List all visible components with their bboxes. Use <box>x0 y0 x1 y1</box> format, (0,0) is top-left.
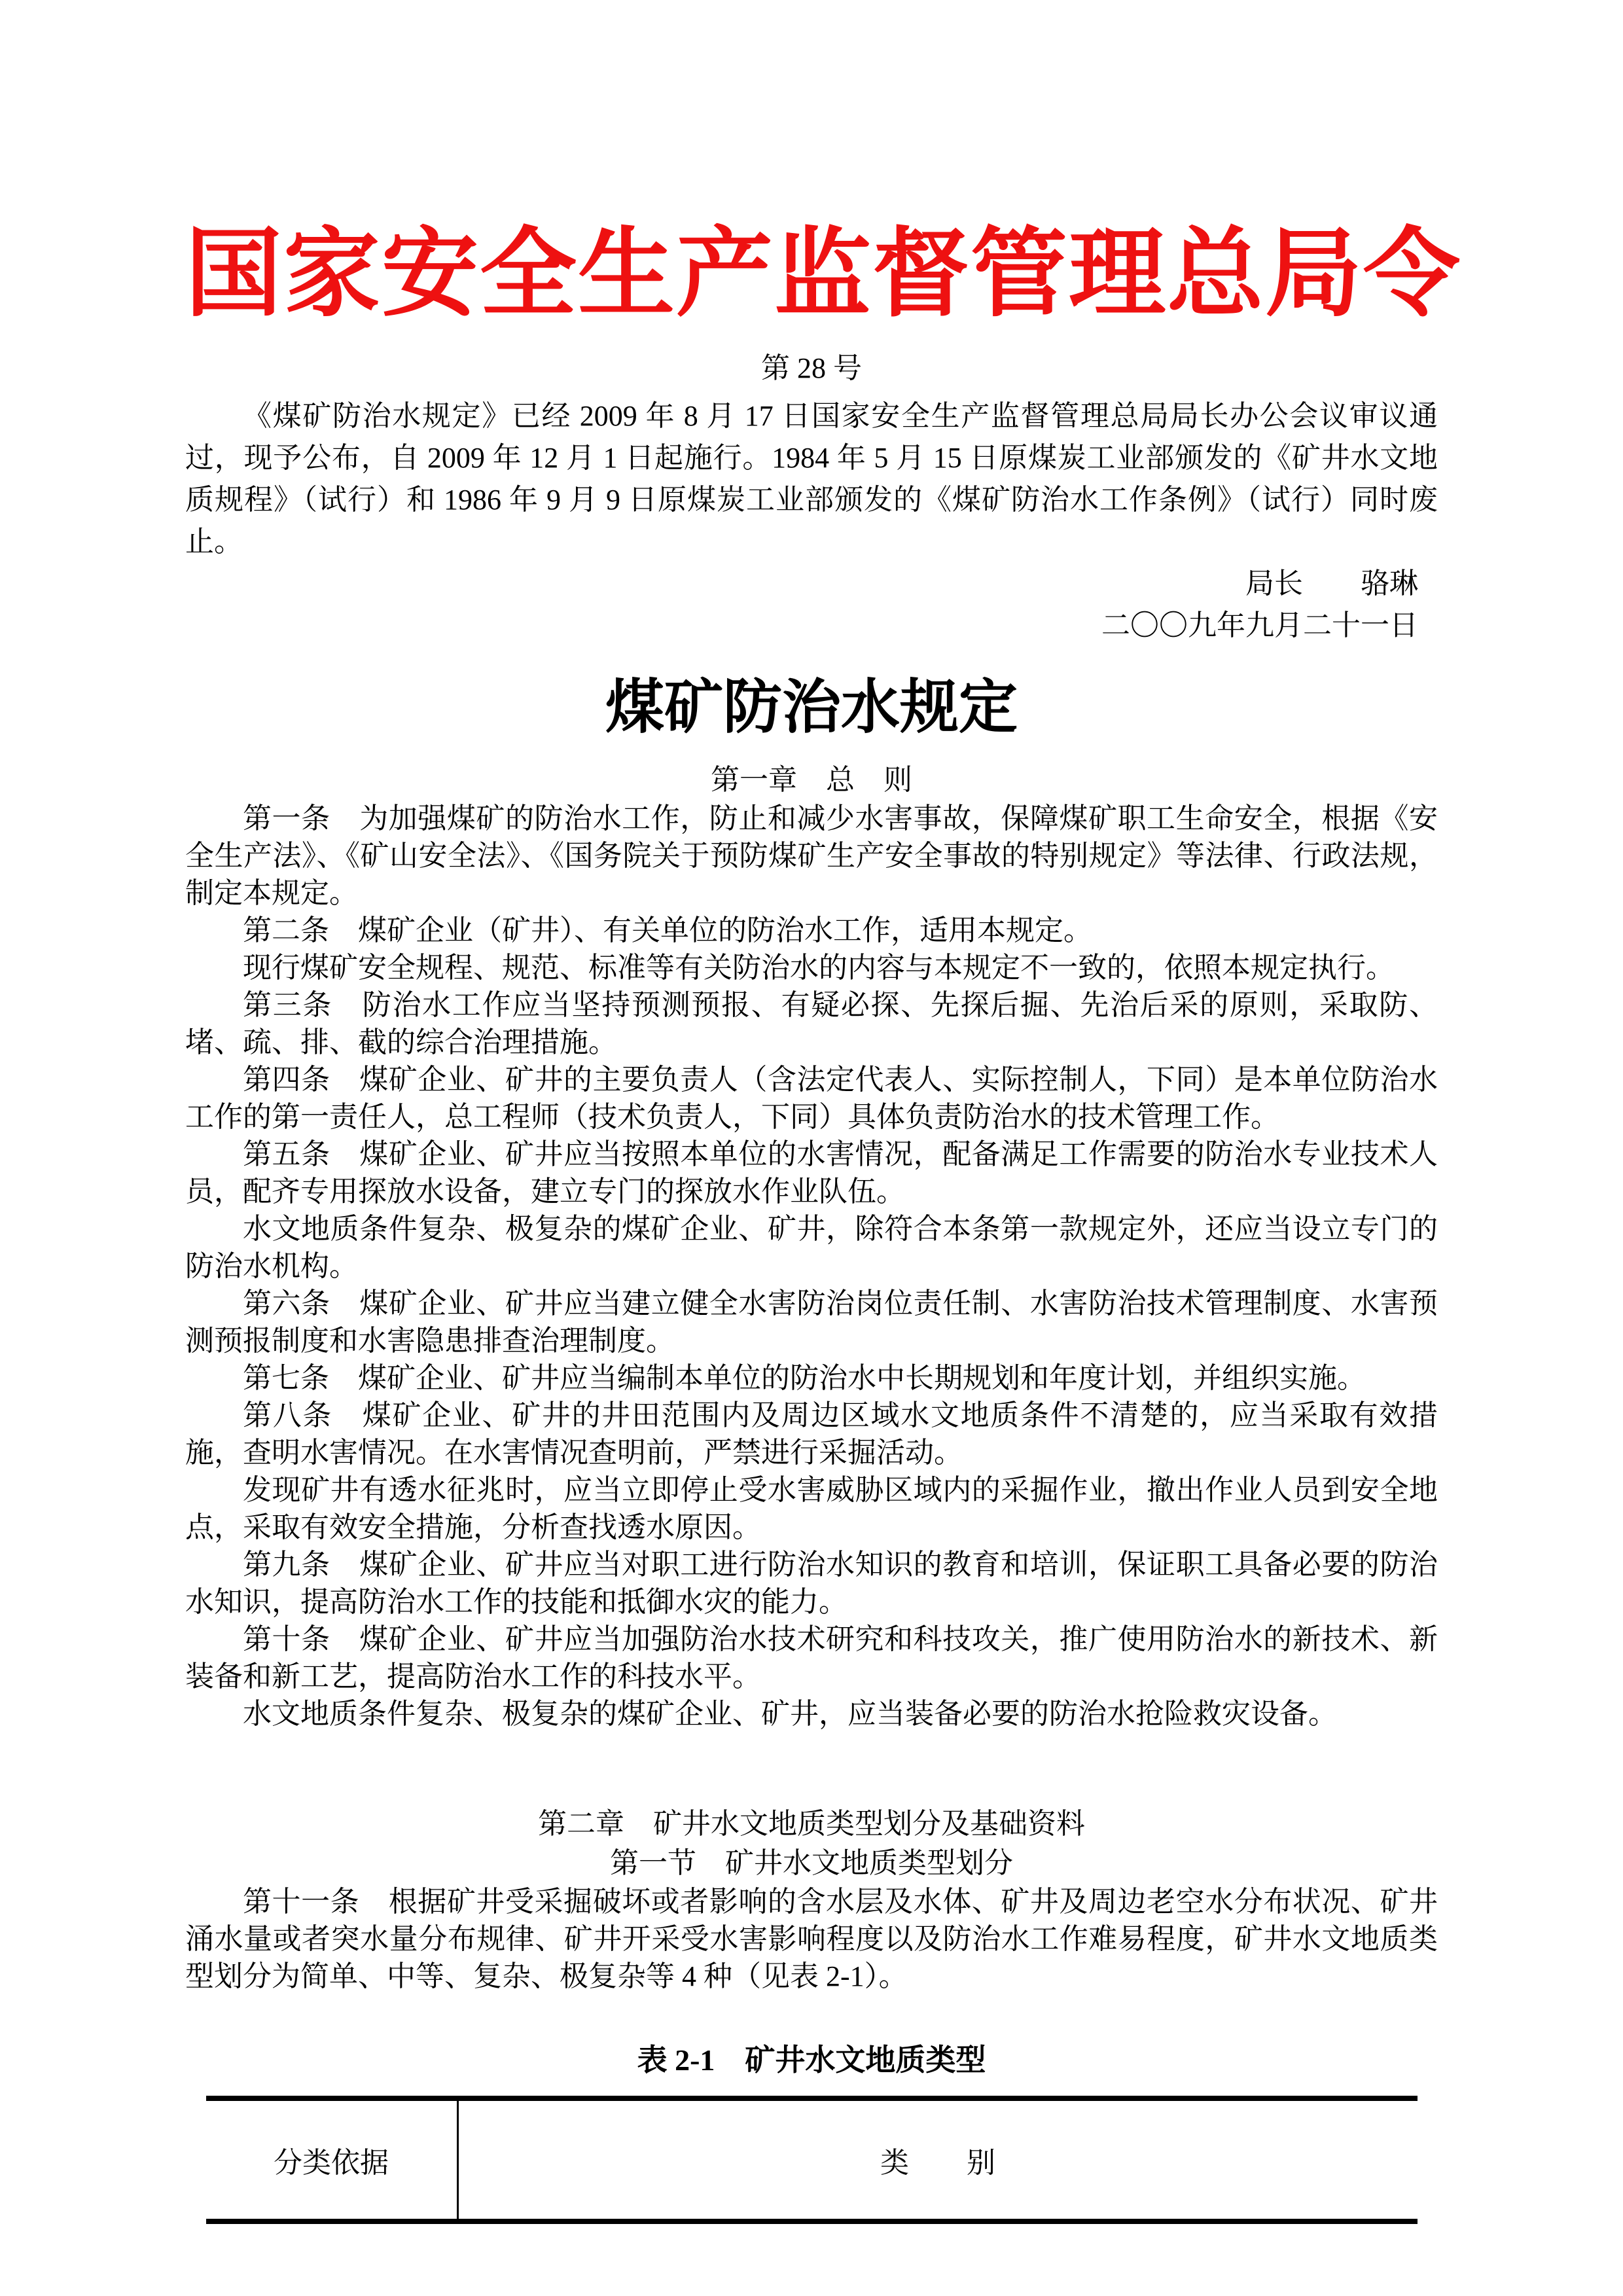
article-7-paragraph: 第七条 煤矿企业、矿井应当编制本单位的防治水中长期规划和年度计划，并组织实施。 <box>243 1362 1366 1395</box>
sign-date: 二〇〇九年九月二十一日 <box>1101 609 1418 642</box>
table-header-classification-basis: 分类依据 <box>206 2098 458 2221</box>
chapter-1-heading: 第一章 总 则 <box>711 764 912 797</box>
article-6-paragraph: 第六条 煤矿企业、矿井应当建立健全水害防治岗位责任制、水害防治技术管理制度、水害预测预报制度和水害隐患排查治理制度。 <box>185 1287 1438 1357</box>
preamble-paragraph: 《煤矿防治水规定》已经 2009 年 8 月 17 日国家安全生产监督管理总局局长办公会议审议通过，现予公布，自 2009 年 12 月 1 日起施行。1984 年 5 月 15 日原煤炭工业部颁发的《矿井水文地质规程》（试行）和 1986 年 9 月 9 日原煤炭工业部颁发的《煤矿防治水工作条例》（试行）同时废止。 <box>185 400 1438 558</box>
article-10-paragraph: 第十条 煤矿企业、矿井应当加强防治水技术研究和科技攻关，推广使用防治水的新技术、新装备和新工艺，提高防治水工作的科技水平。 <box>185 1623 1438 1693</box>
masthead-title: 国家安全生产监督管理总局令 <box>185 221 1461 329</box>
article-9-paragraph: 第九条 煤矿企业、矿井应当对职工进行防治水知识的教育和培训，保证职工具备必要的防治水知识，提高防治水工作的技能和抵御水灾的能力。 <box>185 1549 1438 1619</box>
article-8-paragraph-2: 发现矿井有透水征兆时，应当立即停止受水害威胁区域内的采掘作业，撤出作业人员到安全地点，采取有效安全措施，分析查找透水原因。 <box>185 1474 1438 1544</box>
table-2-1-caption: 表 2-1 矿井水文地质类型 <box>637 2043 986 2077</box>
issue-number: 第 28 号 <box>761 352 862 385</box>
chapter-1 <box>185 761 1438 1732</box>
chapter-2-section-1-heading: 第一节 矿井水文地质类型划分 <box>610 1847 1013 1880</box>
article-5-paragraph-2: 水文地质条件复杂、极复杂的煤矿企业、矿井，除符合本条第一款规定外，还应当设立专门的防治水机构。 <box>185 1213 1438 1283</box>
signature-line: 局长 骆琳 <box>1245 567 1418 600</box>
table-header-row <box>206 2098 1418 2221</box>
chapter-2 <box>185 1804 1438 1995</box>
chapter-2-heading: 第二章 矿井水文地质类型划分及基础资料 <box>538 1808 1085 1840</box>
article-8-paragraph: 第八条 煤矿企业、矿井的井田范围内及周边区域水文地质条件不清楚的，应当采取有效措施，查明水害情况。在水害情况查明前，严禁进行采掘活动。 <box>185 1399 1438 1469</box>
hydrogeology-type-table <box>206 2096 1418 2224</box>
article-11-paragraph: 第十一条 根据矿井受采掘破坏或者影响的含水层及水体、矿井及周边老空水分布状况、矿井涌水量或者突水量分布规律、矿井开采受水害影响程度以及防治水工作难易程度，矿井水文地质类型划分为简单、中等、复杂、极复杂等 4 种（见表 2-1）。 <box>185 1886 1438 1993</box>
article-4-paragraph: 第四条 煤矿企业、矿井的主要负责人（含法定代表人、实际控制人，下同）是本单位防治水工作的第一责任人，总工程师（技术负责人，下同）具体负责防治水的技术管理工作。 <box>185 1064 1438 1134</box>
article-3-paragraph: 第三条 防治水工作应当坚持预测预报、有疑必探、先探后掘、先治后采的原则，采取防、堵、疏、排、截的综合治理措施。 <box>185 989 1438 1059</box>
article-10-paragraph-2: 水文地质条件复杂、极复杂的煤矿企业、矿井，应当装备必要的防治水抢险救灾设备。 <box>243 1698 1337 1731</box>
article-2-paragraph-2: 现行煤矿安全规程、规范、标准等有关防治水的内容与本规定不一致的，依照本规定执行。 <box>243 952 1395 984</box>
article-2-paragraph: 第二条 煤矿企业（矿井）、有关单位的防治水工作，适用本规定。 <box>243 914 1092 947</box>
table-header-category: 类 别 <box>880 2147 995 2179</box>
regulation-title: 煤矿防治水规定 <box>605 675 1018 741</box>
article-5-paragraph: 第五条 煤矿企业、矿井应当按照本单位的水害情况，配备满足工作需要的防治水专业技术人员，配齐专用探放水设备，建立专门的探放水作业队伍。 <box>185 1138 1438 1208</box>
article-1-paragraph: 第一条 为加强煤矿的防治水工作，防止和减少水害事故，保障煤矿职工生命安全，根据《安全生产法》、《矿山安全法》、《国务院关于预防煤矿生产安全事故的特别规定》等法律、行政法规，制定本规定。 <box>185 802 1438 910</box>
